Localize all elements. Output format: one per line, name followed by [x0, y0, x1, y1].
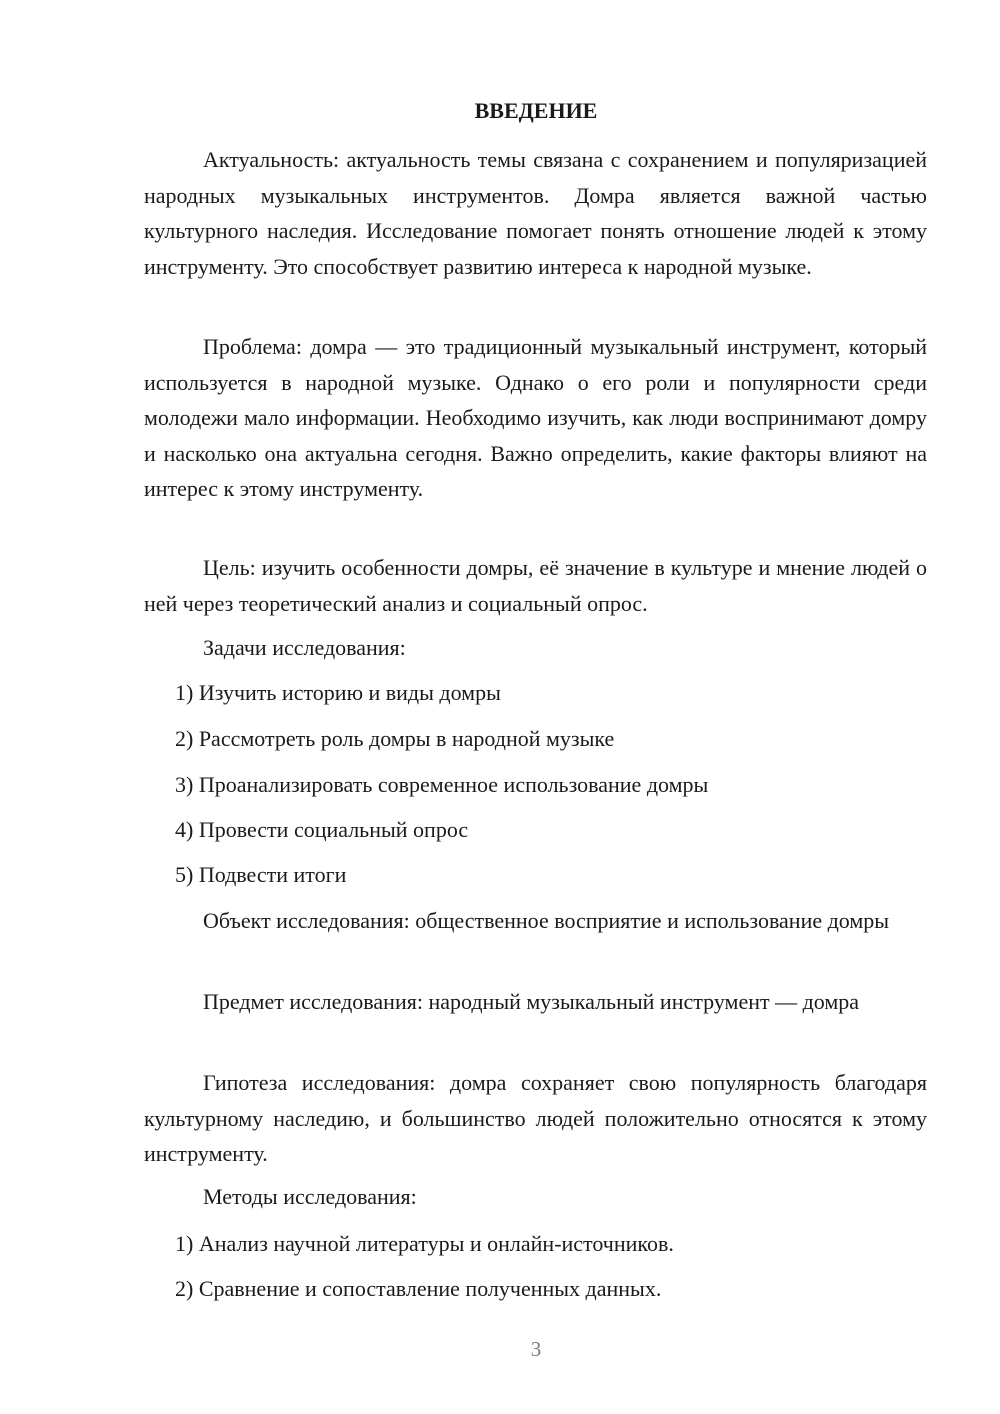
list-item: 1) Анализ научной литературы и онлайн-источников.: [175, 1231, 674, 1256]
list-item: 2) Рассмотреть роль домры в народной музыке: [175, 726, 615, 751]
list-item: 5) Подвести итоги: [175, 862, 347, 887]
page-number: 3: [530, 1337, 542, 1361]
methods-heading: Методы исследования:: [203, 1184, 417, 1209]
tasks-heading: Задачи исследования:: [203, 635, 406, 660]
paragraph-subject: Предмет исследования: народный музыкальный инструмент — домра: [203, 989, 860, 1014]
paragraph-object: Объект исследования: общественное восприятие и использование домры: [203, 908, 890, 933]
paragraph-problem: Проблема: домра — это традиционный музыкальный инструмент, который используется в народной музыке. Однако о его роли и популярности среди молодежи мало информации. Необходимо изучить, как люди воспринимают домру и насколько она актуальна сегодня. Важно определить, какие факторы влияют на интерес к этому инструменту.: [144, 334, 927, 501]
list-item: 2) Сравнение и сопоставление полученных данных.: [175, 1276, 662, 1301]
list-item: 4) Провести социальный опрос: [175, 817, 469, 842]
list-item: 1) Изучить историю и виды домры: [175, 680, 501, 705]
page-title: ВВЕДЕНИЕ: [474, 98, 598, 123]
list-item: 3) Проанализировать современное использование домры: [175, 772, 709, 797]
paragraph-goal: Цель: изучить особенности домры, её значение в культуре и мнение людей о ней через теоретический анализ и социальный опрос.: [144, 555, 927, 616]
paragraph-hypothesis: Гипотеза исследования: домра сохраняет свою популярность благодаря культурному наследию, и большинство людей положительно относятся к этому инструменту.: [144, 1070, 927, 1166]
paragraph-relevance: Актуальность: актуальность темы связана с сохранением и популяризацией народных музыкальных инструментов. Домра является важной частью культурного наследия. Исследование помогает понять отношение людей к этому инструменту. Это способствует развитию интереса к народной музыке.: [144, 147, 927, 279]
